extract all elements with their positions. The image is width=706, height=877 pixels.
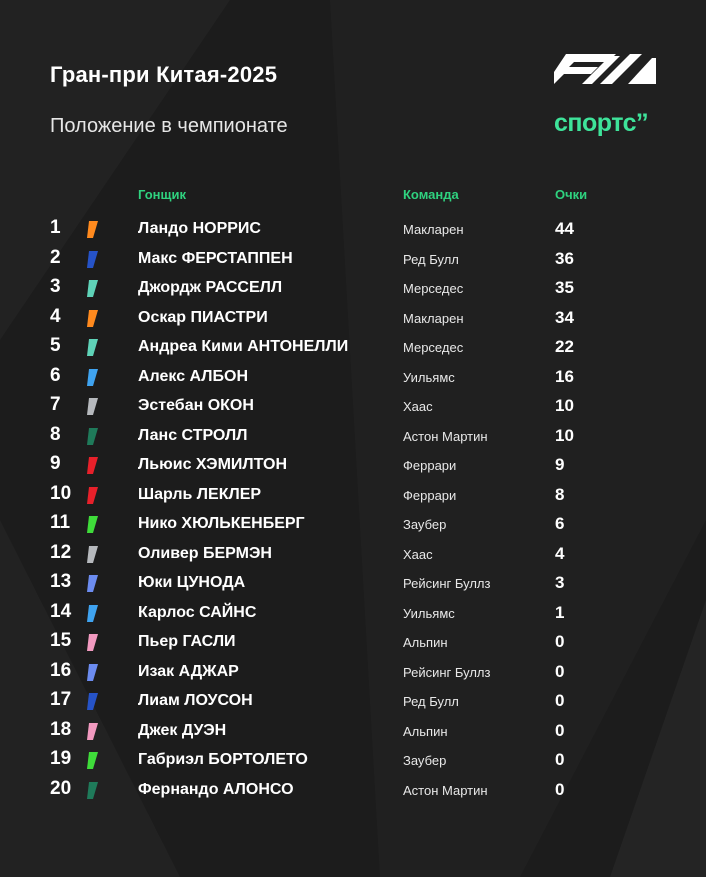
points-value: 6: [555, 514, 565, 533]
points-value: 0: [555, 720, 565, 740]
table-row: [0, 775, 706, 805]
driver-name: Льюис ХЭМИЛТОН: [138, 456, 287, 473]
table-row: [0, 598, 706, 628]
team-name: Альпин: [403, 723, 448, 739]
sports-logo: спортс’’: [554, 109, 648, 137]
team-color-stripe: [86, 369, 98, 386]
team-name: Феррари: [403, 487, 457, 503]
position-number: 17: [50, 689, 72, 710]
driver-name: Оливер БЕРМЭН: [138, 544, 272, 562]
position-number: 14: [50, 600, 72, 622]
team-color-stripe: [86, 457, 98, 474]
position-number: 19: [50, 748, 72, 769]
team-name: Хаас: [403, 546, 433, 562]
points-value: 0: [555, 632, 565, 651]
position-number: 8: [50, 423, 61, 445]
table-row: [0, 421, 706, 451]
table-row: [0, 244, 706, 274]
team-name: Рейсинг Буллз: [403, 664, 491, 680]
team-name: Макларен: [403, 310, 464, 326]
driver-name: Шарль ЛЕКЛЕР: [138, 485, 262, 503]
team-name: Астон Мартин: [403, 782, 488, 798]
table-row: [0, 539, 706, 569]
position-number: 18: [50, 718, 72, 740]
team-color-stripe: [86, 546, 98, 563]
f1-logo: [554, 54, 656, 84]
points-value: 1: [555, 602, 565, 622]
driver-name: Пьер ГАСЛИ: [138, 633, 236, 650]
team-color-stripe: [86, 605, 98, 622]
team-name: Уильямс: [403, 605, 455, 621]
driver-name: Алекс АЛБОН: [138, 367, 249, 385]
standings-table: [0, 214, 706, 804]
team-color-stripe: [86, 664, 98, 681]
team-color-stripe: [86, 693, 98, 710]
table-row: [0, 273, 706, 303]
position-number: 5: [50, 335, 61, 356]
points-value: 34: [555, 307, 574, 327]
points-value: 3: [555, 573, 565, 592]
team-name: Ред Булл: [403, 694, 459, 709]
team-color-stripe: [86, 723, 98, 740]
driver-name: Нико ХЮЛЬКЕНБЕРГ: [138, 515, 305, 532]
position-number: 15: [50, 630, 72, 651]
team-color-stripe: [86, 782, 98, 799]
team-color-stripe: [86, 575, 98, 592]
points-value: 10: [555, 396, 574, 415]
position-number: 16: [50, 659, 72, 681]
driver-name: Карлос САЙНС: [138, 603, 257, 621]
team-color-stripe: [86, 428, 98, 445]
table-row: [0, 391, 706, 421]
driver-name: Габриэл БОРТОЛЕТО: [138, 751, 308, 768]
points-value: 35: [555, 278, 574, 297]
table-row: [0, 627, 706, 657]
driver-name: Лиам ЛОУСОН: [138, 692, 253, 709]
table-row: [0, 657, 706, 687]
table-row: [0, 568, 706, 598]
table-row: [0, 362, 706, 392]
driver-name: Ландо НОРРИС: [138, 220, 261, 237]
column-header-driver: Гонщик: [138, 187, 186, 202]
driver-name: Фернандо АЛОНСО: [138, 780, 294, 798]
table-row: [0, 509, 706, 539]
column-header-team: Команда: [403, 187, 459, 202]
table-row: [0, 716, 706, 746]
points-value: 0: [555, 661, 565, 681]
team-color-stripe: [86, 752, 98, 769]
team-name: Рейсинг Буллз: [403, 576, 491, 591]
table-row: [0, 686, 706, 716]
team-name: Альпин: [403, 635, 448, 650]
svg-text:™: ™: [650, 79, 654, 84]
team-name: Феррари: [403, 458, 457, 473]
team-name: Мерседес: [403, 340, 464, 355]
column-header-points: Очки: [555, 187, 588, 202]
team-color-stripe: [86, 251, 98, 268]
page-title: Гран-при Китая-2025: [50, 62, 278, 87]
position-number: 9: [50, 453, 61, 474]
points-value: 8: [555, 484, 565, 504]
driver-name: Джордж РАССЕЛЛ: [138, 279, 283, 296]
driver-name: Джек ДУЭН: [138, 721, 227, 739]
position-number: 6: [50, 364, 61, 386]
driver-name: Юки ЦУНОДА: [138, 574, 246, 591]
position-number: 11: [50, 512, 71, 533]
position-number: 7: [50, 394, 61, 415]
team-name: Астон Мартин: [403, 428, 488, 444]
team-color-stripe: [86, 487, 98, 504]
driver-name: Изак АДЖАР: [138, 662, 239, 680]
team-color-stripe: [86, 221, 98, 238]
table-row: [0, 303, 706, 333]
team-color-stripe: [86, 339, 98, 356]
position-number: 20: [50, 777, 72, 799]
team-name: Макларен: [403, 222, 464, 237]
position-number: 1: [50, 217, 61, 238]
points-value: 4: [555, 543, 565, 563]
driver-name: Макс ФЕРСТАППЕН: [138, 249, 293, 267]
table-row: [0, 214, 706, 244]
team-color-stripe: [86, 398, 98, 415]
team-name: Ред Булл: [403, 251, 459, 267]
points-value: 10: [555, 425, 574, 445]
team-color-stripe: [86, 634, 98, 651]
points-value: 0: [555, 779, 565, 799]
team-name: Заубер: [403, 753, 447, 768]
points-value: 0: [555, 750, 565, 769]
points-value: 36: [555, 248, 574, 268]
page-subtitle: Положение в чемпионате: [50, 115, 288, 137]
position-number: 13: [50, 571, 72, 592]
team-color-stripe: [86, 280, 98, 297]
points-value: 44: [555, 219, 574, 238]
position-number: 12: [50, 541, 72, 563]
position-number: 4: [50, 305, 61, 327]
points-value: 0: [555, 691, 565, 710]
table-row: [0, 450, 706, 480]
team-color-stripe: [86, 310, 98, 327]
position-number: 3: [50, 276, 61, 297]
table-row: [0, 332, 706, 362]
position-number: 2: [50, 246, 61, 268]
team-color-stripe: [86, 516, 98, 533]
team-name: Уильямс: [403, 369, 455, 385]
driver-name: Ланс СТРОЛЛ: [138, 426, 248, 444]
table-row: [0, 480, 706, 510]
driver-name: Оскар ПИАСТРИ: [138, 308, 268, 326]
table-row: [0, 745, 706, 775]
position-number: 10: [50, 482, 72, 504]
driver-name: Эстебан ОКОН: [138, 397, 254, 414]
team-name: Хаас: [403, 399, 433, 414]
points-value: 16: [555, 366, 574, 386]
driver-name: Андреа Кими АНТОНЕЛЛИ: [138, 338, 349, 355]
team-name: Мерседес: [403, 281, 464, 296]
points-value: 9: [555, 455, 565, 474]
team-name: Заубер: [403, 517, 447, 532]
points-value: 22: [555, 337, 574, 356]
